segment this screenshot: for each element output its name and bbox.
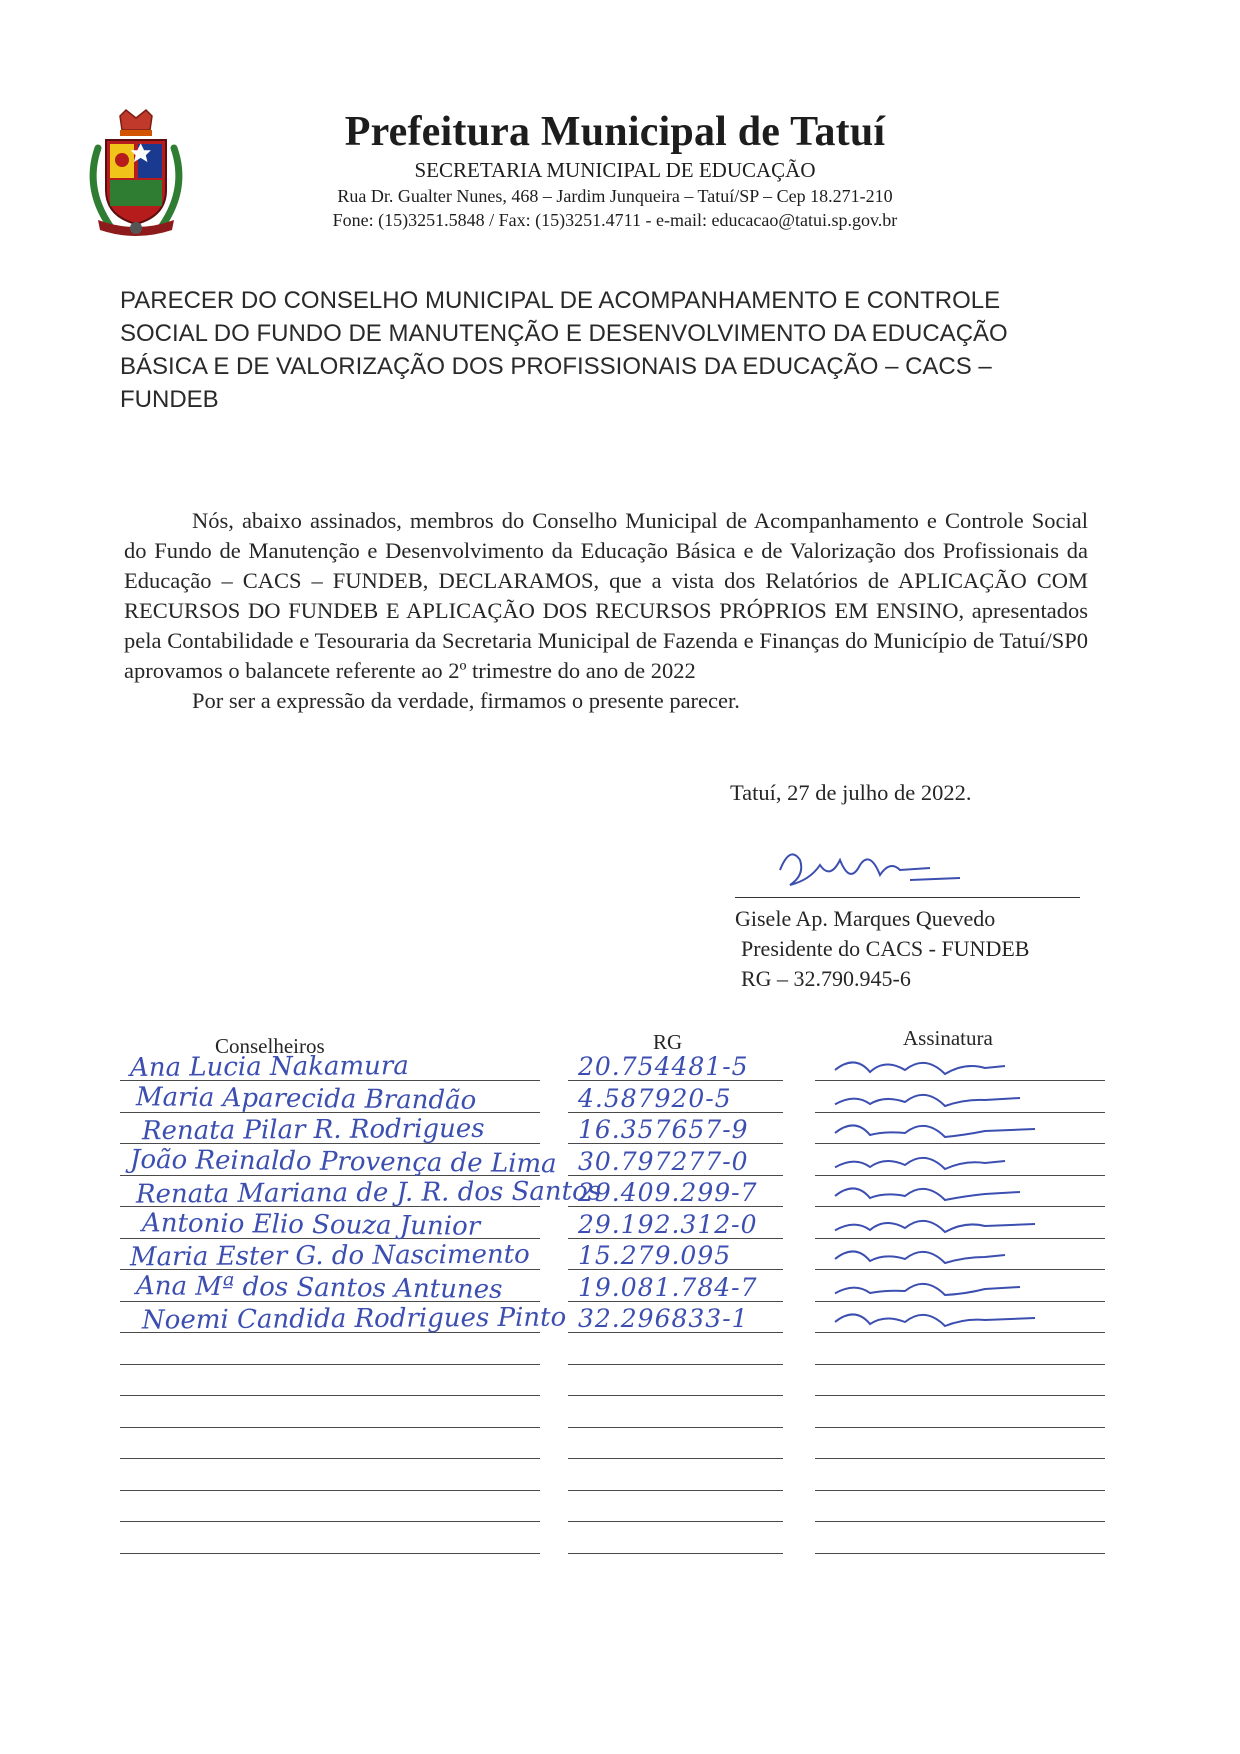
member-name-line (120, 1364, 540, 1365)
member-name: Antonio Elio Souza Junior (141, 1208, 481, 1242)
president-rg: RG – 32.790.945-6 (741, 966, 911, 991)
member-name-line (120, 1553, 540, 1554)
member-name-line (120, 1427, 540, 1428)
member-rg: 32.296833-1 (578, 1304, 749, 1333)
organization-contact: Fone: (15)3251.5848 / Fax: (15)3251.4711 - e-mail: educacao@tatui.sp.gov.br (332, 210, 898, 230)
president-signature-icon (760, 840, 980, 900)
member-signature-icon (825, 1174, 1065, 1208)
member-signature-line (815, 1427, 1105, 1428)
organization-name: Prefeitura Municipal de Tatuí (344, 109, 886, 155)
member-rg: 29.409.299-7 (578, 1178, 758, 1207)
signature-column-header: Assinatura (903, 1026, 993, 1050)
member-signature-icon (825, 1080, 1065, 1114)
member-signature-line (815, 1395, 1105, 1396)
member-name: Maria Ester G. do Nascimento (129, 1239, 530, 1273)
member-rg-line (568, 1364, 783, 1365)
member-signature-line (815, 1521, 1105, 1522)
members-column-header: Conselheiros (215, 1034, 325, 1058)
member-signature-icon (825, 1206, 1065, 1240)
member-signature-icon (825, 1269, 1065, 1303)
member-rg-line (568, 1395, 783, 1396)
member-rg-line (568, 1521, 783, 1522)
member-name: João Reinaldo Provença de Lima (129, 1144, 557, 1180)
document-date: Tatuí, 27 de julho de 2022. (730, 780, 972, 805)
member-name: Ana Lucia Nakamura (129, 1051, 409, 1083)
member-signature-line (815, 1490, 1105, 1491)
member-rg-line (568, 1553, 783, 1554)
department-name: SECRETARIA MUNICIPAL DE EDUCAÇÃO (414, 158, 816, 182)
rg-column-header: RG (653, 1030, 683, 1054)
closing-sentence: Por ser a expressão da verdade, firmamos o presente parecer. (192, 688, 740, 713)
member-rg: 20.754481-5 (578, 1052, 749, 1081)
member-signature-line (815, 1364, 1105, 1365)
president-signature-line (735, 897, 1080, 898)
member-rg: 4.587920-5 (578, 1084, 732, 1113)
member-rg-line (568, 1427, 783, 1428)
member-name: Renata Pilar R. Rodrigues (141, 1113, 485, 1147)
member-rg: 15.279.095 (578, 1241, 732, 1270)
member-name-line (120, 1521, 540, 1522)
coat-of-arms-icon (80, 108, 192, 238)
member-signature-icon (825, 1300, 1065, 1334)
member-signature-icon (825, 1143, 1065, 1177)
member-name-line (120, 1395, 540, 1396)
member-name-line (120, 1490, 540, 1491)
member-signature-icon (825, 1111, 1065, 1145)
member-signature-icon (825, 1237, 1065, 1271)
member-signature-line (815, 1553, 1105, 1554)
document-title: PARECER DO CONSELHO MUNICIPAL DE ACOMPANHAMENTO E CONTROLE SOCIAL DO FUNDO DE MANUTENÇÃO E DESENVOLVIMENTO DA EDUCAÇÃO BÁSICA E DE VALORIZAÇÃO DOS PROFISSIONAIS DA EDUCAÇÃO – CACS – FUNDEB (120, 287, 1008, 413)
member-signature-line (815, 1458, 1105, 1459)
president-name: Gisele Ap. Marques Quevedo (735, 906, 996, 931)
member-name: Renata Mariana de J. R. dos Santos (135, 1176, 602, 1210)
member-rg: 29.192.312-0 (578, 1210, 758, 1239)
member-rg: 30.797277-0 (578, 1147, 749, 1176)
organization-address: Rua Dr. Gualter Nunes, 468 – Jardim Junqueira – Tatuí/SP – Cep 18.271-210 (337, 186, 893, 206)
member-rg-line (568, 1458, 783, 1459)
document-body (124, 506, 1088, 716)
president-role: Presidente do CACS - FUNDEB (741, 936, 1030, 961)
member-name: Ana Mª dos Santos Antunes (135, 1271, 503, 1305)
member-name: Noemi Candida Rodrigues Pinto (141, 1302, 567, 1336)
declaration-paragraph: Nós, abaixo assinados, membros do Conselho Municipal de Acompanhamento e Controle Social do Fundo de Manutenção e Desenvolvimento da Educação Básica e de Valorização dos Profissionais da Educação – CACS – FUNDEB, DECLARAMOS, que a vista dos Relatórios de APLICAÇÃO COM RECURSOS DO FUNDEB E APLICAÇÃO DOS RECURSOS PRÓPRIOS EM ENSINO, apresentados pela Contabilidade e Tesouraria da Secretaria Municipal de Fazenda e Finanças do Município de Tatuí/SP0 aprovamos o balancete referente ao 2º trimestre do ano de 2022 (124, 508, 1088, 683)
member-rg: 16.357657-9 (578, 1115, 749, 1144)
member-name: Maria Aparecida Brandão (135, 1082, 477, 1116)
member-rg-line (568, 1490, 783, 1491)
member-name-line (120, 1458, 540, 1459)
member-rg: 19.081.784-7 (578, 1273, 758, 1302)
member-signature-icon (825, 1048, 1065, 1082)
